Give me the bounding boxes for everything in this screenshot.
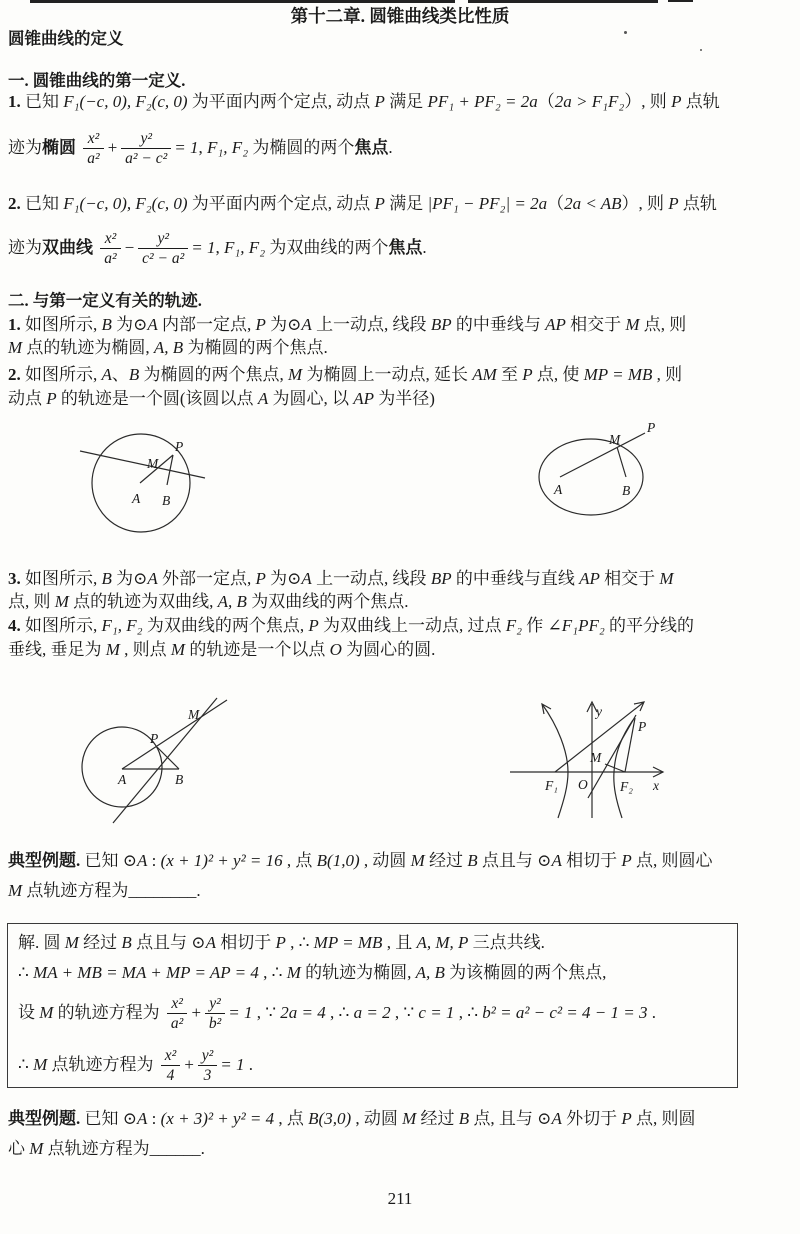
item2-line2: 动点 P 的轨迹是一个圆(该圆以点 A 为圆心, 以 AP 为半径) <box>8 389 435 408</box>
para1-line1: 1. 已知 F₁(−c, 0), F₂(c, 0) 为平面内两个定点, 动点 P 满足 PF₁ + PF₂ = 2a（2a > F₁F₂）, 则 P 点轨 <box>8 92 720 111</box>
label-M: M <box>590 750 602 765</box>
label-P: P <box>150 731 159 746</box>
scan-artifact-bar <box>668 0 693 2</box>
item4-line2: 垂线, 垂足为 M , 则点 M 的轨迹是一个以点 O 为圆心的圆. <box>8 640 436 659</box>
scan-artifact-bar <box>30 0 455 3</box>
diagram-circle-exterior-point <box>70 688 250 836</box>
label-y: y <box>596 704 602 719</box>
hyperbola-left-branch <box>542 704 568 818</box>
label-P: P <box>175 439 184 454</box>
label-B: B <box>162 493 171 508</box>
label-A: A <box>118 772 127 787</box>
scan-artifact-bar <box>468 0 658 3</box>
solution-line2: ∴ MA + MB = MA + MP = AP = 4 , ∴ M 的轨迹为椭圆, A, B 为该椭圆的两个焦点, <box>18 963 607 982</box>
label-A: A <box>132 491 141 506</box>
diagram-circle-interior-point <box>58 423 278 563</box>
solution-line1: 解. 圆 M 经过 B 点且与 ⊙A 相切于 P , ∴ MP = MB , 且 A, M, P 三点共线. <box>18 933 545 952</box>
label-M: M <box>147 456 159 471</box>
label-F2: F₂ <box>620 779 633 794</box>
example2-line2: 心 M 点轨迹方程为______. <box>8 1139 205 1158</box>
diagram-ellipse-extension <box>518 418 683 530</box>
label-F1: F₁ <box>545 778 558 793</box>
label-M: M <box>188 707 200 722</box>
solution-box <box>7 923 738 1088</box>
page-subtitle: 圆锥曲线的定义 <box>8 29 124 48</box>
label-O: O <box>578 777 588 792</box>
chapter-title: 第十二章. 圆锥曲线类比性质 <box>290 6 510 26</box>
para2-line1: 2. 已知 F₁(−c, 0), F₂(c, 0) 为平面内两个定点, 动点 P 满足 |PF₁ − PF₂| = 2a（2a < AB）, 则 P 点轨 <box>8 194 717 213</box>
label-A: A <box>554 482 563 497</box>
example1-line2: M 点轨迹方程为________. <box>8 881 201 900</box>
item1-line1: 1. 如图所示, B 为⊙A 内部一定点, P 为⊙A 上一动点, 线段 BP 的中垂线与 AP 相交于 M 点, 则 <box>8 315 687 334</box>
label-P: P <box>647 420 656 435</box>
diagram-hyperbola-axes <box>498 688 683 833</box>
ellipse <box>539 439 643 515</box>
label-M: M <box>609 432 621 447</box>
section1-heading: 一. 圆锥曲线的第一定义. <box>8 71 186 90</box>
item3-line1: 3. 如图所示, B 为⊙A 外部一定点, P 为⊙A 上一动点, 线段 BP 的中垂线与直线 AP 相交于 M <box>8 569 674 588</box>
para1-line2: 迹为椭圆 $\frac{\text{x²}}{\text{a²}}$ + $\frac{\text{y²}}{\text{a² − c²}}$ = 1, F₁, F₂ 为椭圆的两个焦点. <box>8 130 393 168</box>
para2-line2: 迹为双曲线 $\frac{\text{x²}}{\text{a²}}$ − $\frac{\text{y²}}{\text{c² − a²}}$ = 1, F₁, F₂ 为双曲线的两个焦点. <box>8 230 427 268</box>
label-B: B <box>622 483 631 498</box>
perpendicular-bisector-line <box>113 698 217 823</box>
label-B: B <box>175 772 184 787</box>
label-P: P <box>638 719 647 734</box>
line-BM <box>617 447 626 477</box>
item1-line2: M 点的轨迹为椭圆, A, B 为椭圆的两个焦点. <box>8 338 328 357</box>
item2-line1: 2. 如图所示, A、B 为椭圆的两个焦点, M 为椭圆上一动点, 延长 AM 至 P 点, 使 MP = MB , 则 <box>8 365 683 384</box>
example1-line1: 典型例题. 已知 ⊙A : (x + 1)² + y² = 16 , 点 B(1,0) , 动圆 M 经过 B 点且与 ⊙A 相切于 P 点, 则圆心 <box>8 851 713 870</box>
example2-line1: 典型例题. 已知 ⊙A : (x + 3)² + y² = 4 , 点 B(3,0) , 动圆 M 经过 B 点, 且与 ⊙A 外切于 P 点, 则圆 <box>8 1109 696 1128</box>
item3-line2: 点, 则 M 点的轨迹为双曲线, A, B 为双曲线的两个焦点. <box>8 592 409 611</box>
solution-line4: ∴ M 点轨迹方程为 $\frac{\text{x²}}{4}$ + $\frac{\text{y²}}{3}$ = 1 . <box>18 1047 254 1085</box>
solution-line3: 设 M 的轨迹方程为 $\frac{\text{x²}}{\text{a²}}$ + $\frac{\text{y²}}{\text{b²}}$ = 1 , ∵ 2a = 4 , ∴ a = 2 , ∵ c = 1 , ∴ b² = a² − c² = 4 − 1 = 3 . <box>18 995 656 1033</box>
section2-heading: 二. 与第一定义有关的轨迹. <box>8 291 202 310</box>
line-APM <box>122 700 227 769</box>
page-number: 211 <box>387 1189 413 1208</box>
label-x: x <box>653 778 659 793</box>
item4-line1: 4. 如图所示, F₁, F₂ 为双曲线的两个焦点, P 为双曲线上一动点, 过点 F₂ 作 ∠F₁PF₂ 的平分线的 <box>8 616 695 635</box>
